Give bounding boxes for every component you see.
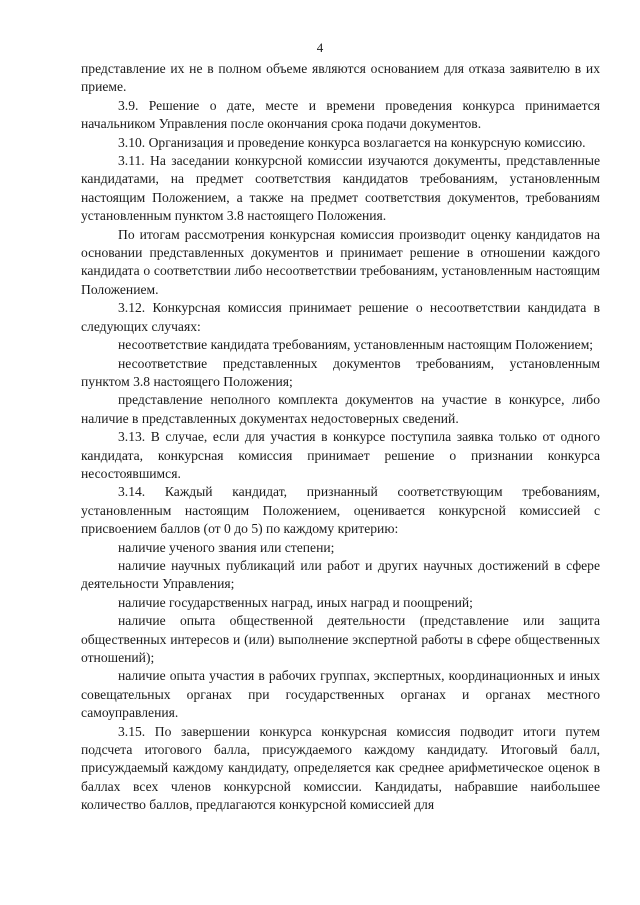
paragraph-3-11-results: По итогам рассмотрения конкурсная комиссия производит оценку кандидатов на основании представленных документов и принимает решение в отношении каждого кандидата о соответствии либо несоответствии требованиям, установленным настоящим Положением. xyxy=(81,226,600,297)
paragraph-3-12: 3.12. Конкурсная комиссия принимает решение о несоответствии кандидата в следующих случаях: xyxy=(81,300,600,334)
paragraph-3-14: 3.14. Каждый кандидат, признанный соответствующим требованиям, установленным настоящим Положением, оценивается конкурсной комиссией с присвоением баллов (от 0 до 5) по каждому критерию: xyxy=(81,484,600,537)
paragraph-3-9: 3.9. Решение о дате, месте и времени проведения конкурса принимается начальником Управления после окончания срока подачи документов. xyxy=(81,97,600,132)
criterion-item-awards: наличие государственных наград, иных наград и поощрений; xyxy=(118,594,473,610)
page-number: 4 xyxy=(316,40,324,55)
paragraph-3-15: 3.15. По завершении конкурса конкурсная комиссия подводит итоги путем подсчета итогового балла, присуждаемого каждому кандидату. Итоговый балл, присуждаемый каждому кандидату, определяется как среднее арифметическое оценок в баллах всех членов конкурсной комиссии. Кандидаты, набравшие наибольшее количество баллов, предлагаются конкурсной комиссией для xyxy=(81,723,600,813)
paragraph-3-10: 3.10. Организация и проведение конкурса возлагается на конкурсную комиссию. xyxy=(118,134,586,150)
paragraph-3-13: 3.13. В случае, если для участия в конкурсе поступила заявка только от одного кандидата, конкурсная комиссия принимает решение о признании конкурса несостоявшимся. xyxy=(81,429,600,481)
criterion-item-public-activity: наличие опыта общественной деятельности (представление или защита общественных интересов и (или) выполнение экспертной работы в сфере общественных отношений); xyxy=(81,613,600,665)
paragraph-continuation: представление их не в полном объеме являются основанием для отказа заявителю в их приеме. xyxy=(81,61,600,95)
list-item-3-12-a: несоответствие кандидата требованиям, установленным настоящим Положением; xyxy=(118,337,594,353)
list-item-3-12-b: несоответствие представленных документов требованиям, установленным пунктом 3.8 настоящего Положения; xyxy=(81,355,600,389)
criterion-item-working-groups: наличие опыта участия в рабочих группах, экспертных, координационных и иных совещательных органах при государственных органах и органах местного самоуправления. xyxy=(81,668,600,721)
criterion-item-publications: наличие научных публикаций или работ и других научных достижений в сфере деятельности Управления; xyxy=(81,557,600,592)
list-item-3-12-c: представление неполного комплекта документов на участие в конкурсе, либо наличие в представленных документах недостоверных сведений. xyxy=(81,392,600,426)
criterion-item-degree: наличие ученого звания или степени; xyxy=(118,539,335,555)
document-body xyxy=(81,60,600,815)
paragraph-3-11: 3.11. На заседании конкурсной комиссии изучаются документы, представленные кандидатами, на предмет соответствия кандидатов требованиям, установленным настоящим Положением, а также на предмет соответствия документов, требованиям установленным пунктом 3.8 настоящего Положения. xyxy=(81,153,600,224)
